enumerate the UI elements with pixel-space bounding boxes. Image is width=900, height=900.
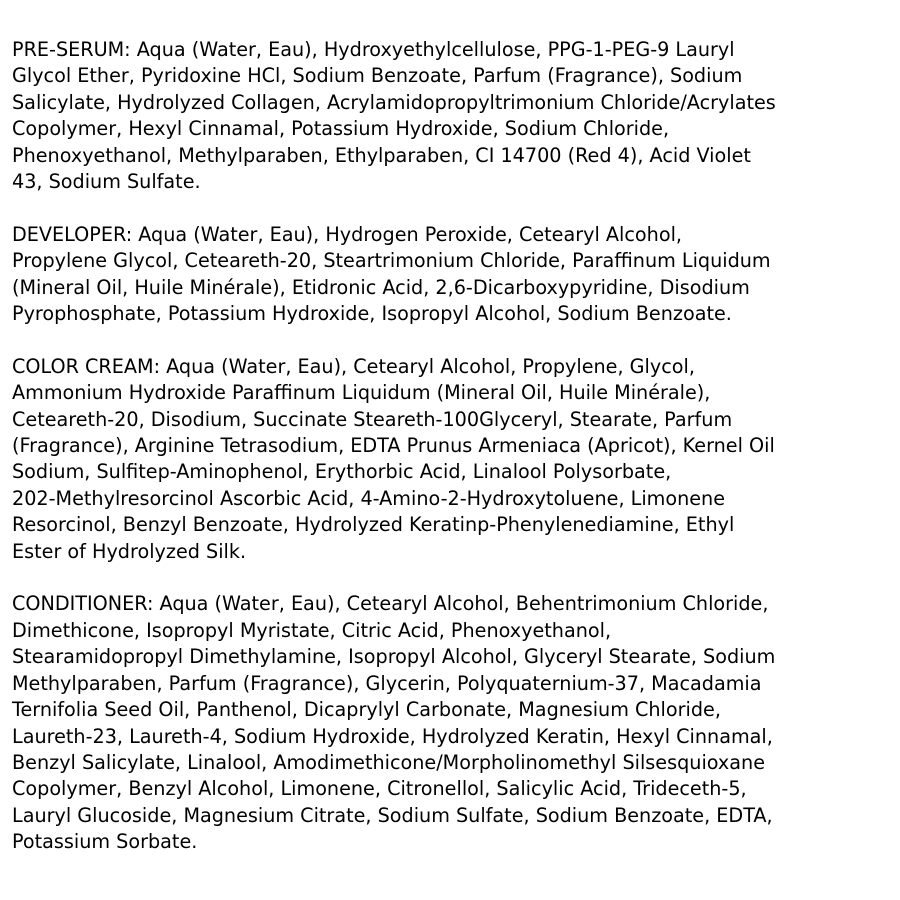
- color-cream-ingredients: COLOR CREAM: Aqua (Water, Eau), Cetearyl Alcohol, Propylene, Glycol, Ammonium Hydroxide Paraffinum Liquidum (Mineral Oil, Huile Minérale), Ceteareth-20, Disodium, Succinate Steareth-100Glyceryl, Stearate, Parfum (Fragrance), Arginine Tetrasodium, EDTA Prunus Armeniaca (Apricot), Kernel Oil Sodium, Sulfitep-Aminophenol, Erythorbic Acid, Linalool Polysorbate, 202-Methylresorcinol Ascorbic Acid, 4-Amino-2-Hydroxytoluene, Limonene Resorcinol, Benzyl Benzoate, Hydrolyzed Keratinp-Phenylenediamine, Ethyl Ester of Hydrolyzed Silk.: [12, 354, 775, 563]
- ingredients-document: [12, 37, 894, 856]
- pre-serum-ingredients: PRE-SERUM: Aqua (Water, Eau), Hydroxyethylcellulose, PPG-1-PEG-9 Lauryl Glycol Ether, Pyridoxine HCl, Sodium Benzoate, Parfum (Fragrance), Sodium Salicylate, Hydrolyzed Collagen, Acrylamidopropyltrimonium Chloride/Acrylates Copolymer, Hexyl Cinnamal, Potassium Hydroxide, Sodium Chloride, Phenoxyethanol, Methylparaben, Ethylparaben, CI 14700 (Red 4), Acid Violet 43, Sodium Sulfate.: [12, 38, 776, 194]
- conditioner-ingredients: CONDITIONER: Aqua (Water, Eau), Cetearyl Alcohol, Behentrimonium Chloride, Dimethicone, Isopropyl Myristate, Citric Acid, Phenoxyethanol, Stearamidopropyl Dimethylamine, Isopropyl Alcohol, Glyceryl Stearate, Sodium Methylparaben, Parfum (Fragrance), Glycerin, Polyquaternium-37, Macadamia Ternifolia Seed Oil, Panthenol, Dicaprylyl Carbonate, Magnesium Chloride, Laureth-23, Laureth-4, Sodium Hydroxide, Hydrolyzed Keratin, Hexyl Cinnamal, Benzyl Salicylate, Linalool, Amodimethicone/Morpholinomethyl Silsesquioxane Copolymer, Benzyl Alcohol, Limonene, Citronellol, Salicylic Acid, Trideceth-5, Lauryl Glucoside, Magnesium Citrate, Sodium Sulfate, Sodium Benzoate, EDTA, Potassium Sorbate.: [12, 592, 776, 854]
- developer-ingredients: DEVELOPER: Aqua (Water, Eau), Hydrogen Peroxide, Cetearyl Alcohol, Propylene Glycol, Ceteareth-20, Steartrimonium Chloride, Paraffinum Liquidum (Mineral Oil, Huile Minérale), Etidronic Acid, 2,6-Dicarboxypyridine, Disodium Pyrophosphate, Potassium Hydroxide, Isopropyl Alcohol, Sodium Benzoate.: [12, 222, 771, 326]
